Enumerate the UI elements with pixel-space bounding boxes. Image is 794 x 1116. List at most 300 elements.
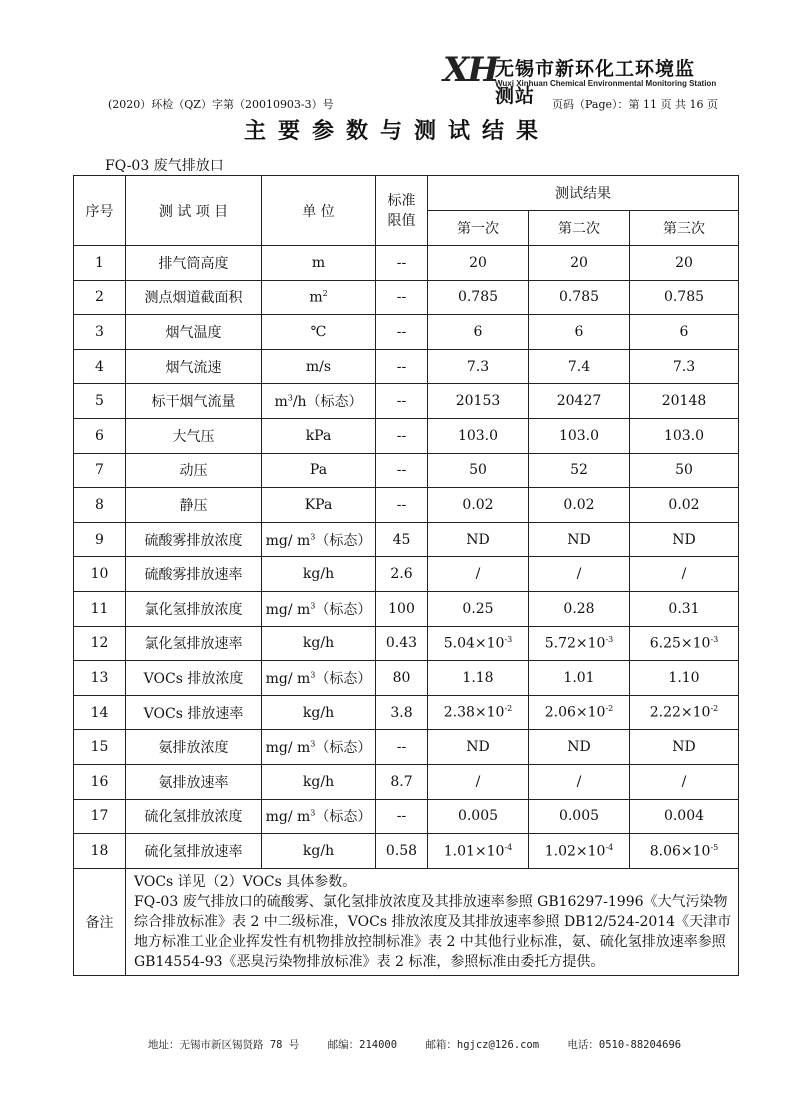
row-unit-text: kPa bbox=[305, 427, 332, 444]
row-item bbox=[126, 834, 262, 869]
row-result-2 bbox=[529, 315, 630, 350]
table-row bbox=[74, 730, 739, 765]
row-result-3-text: 7.3 bbox=[672, 358, 696, 375]
row-result-1 bbox=[428, 315, 529, 350]
row-limit bbox=[376, 730, 428, 765]
row-limit bbox=[376, 453, 428, 488]
notes-cell bbox=[126, 868, 739, 975]
row-result-1-text: 1.18 bbox=[462, 669, 494, 686]
row-limit bbox=[376, 557, 428, 592]
row-result-2-exponent: -4 bbox=[605, 842, 614, 852]
row-seq-text: 10 bbox=[90, 566, 109, 583]
row-result-3 bbox=[630, 488, 739, 523]
table-row bbox=[74, 661, 739, 696]
table-body bbox=[74, 246, 739, 869]
row-unit bbox=[262, 522, 376, 557]
row-result-3-text: 103.0 bbox=[663, 427, 705, 444]
row-limit bbox=[376, 315, 428, 350]
footer-address: 地址：无锡市新区锡贤路 78 号 bbox=[148, 1039, 300, 1051]
row-unit-text: kg/h bbox=[302, 704, 335, 721]
row-result-2-text: ND bbox=[567, 531, 591, 548]
row-item bbox=[126, 591, 262, 626]
row-unit-exponent: 3 bbox=[310, 808, 316, 818]
notes-label: 备注 bbox=[74, 868, 126, 975]
header-run3: 第三次 bbox=[630, 211, 739, 246]
row-unit-text: kg/h bbox=[302, 566, 335, 583]
row-result-3-text: ND bbox=[672, 739, 696, 756]
table-row bbox=[74, 522, 739, 557]
row-item bbox=[126, 349, 262, 384]
row-result-2 bbox=[529, 591, 630, 626]
row-seq-text: 12 bbox=[90, 635, 109, 652]
row-item-text: 标干烟气流量 bbox=[151, 394, 236, 411]
row-result-3-text: / bbox=[681, 566, 687, 583]
row-result-1-text: 103.0 bbox=[457, 427, 499, 444]
table-row bbox=[74, 315, 739, 350]
row-unit-text: kg/h bbox=[302, 773, 335, 790]
row-item bbox=[126, 730, 262, 765]
row-item bbox=[126, 384, 262, 419]
row-seq bbox=[74, 626, 126, 661]
row-result-3 bbox=[630, 557, 739, 592]
row-item bbox=[126, 661, 262, 696]
row-seq bbox=[74, 834, 126, 869]
row-result-2-exponent: -3 bbox=[605, 635, 614, 644]
row-result-3-text: 0.02 bbox=[668, 496, 700, 513]
row-limit bbox=[376, 246, 428, 281]
row-limit bbox=[376, 349, 428, 384]
row-unit bbox=[262, 315, 376, 350]
row-seq bbox=[74, 661, 126, 696]
row-result-3 bbox=[630, 418, 739, 453]
row-limit-text: 3.8 bbox=[390, 704, 413, 721]
row-result-2-exponent: -2 bbox=[605, 704, 614, 714]
table-row bbox=[74, 626, 739, 661]
row-unit-text: KPa bbox=[304, 496, 333, 513]
row-seq bbox=[74, 453, 126, 488]
row-seq bbox=[74, 384, 126, 419]
row-limit-text: 8.7 bbox=[390, 773, 413, 790]
row-result-2-text: 52 bbox=[570, 462, 588, 479]
row-result-3 bbox=[630, 246, 739, 281]
row-limit bbox=[376, 384, 428, 419]
row-result-1 bbox=[428, 522, 529, 557]
row-result-3 bbox=[630, 661, 739, 696]
row-limit-text: -- bbox=[396, 427, 407, 444]
row-unit bbox=[262, 453, 376, 488]
row-unit-text: mg/ m bbox=[265, 740, 311, 757]
row-item bbox=[126, 315, 262, 350]
row-limit-text: -- bbox=[396, 254, 407, 271]
row-limit-text: -- bbox=[396, 496, 407, 513]
row-result-1-text: ND bbox=[466, 531, 490, 548]
note-line: FQ-03 废气排放口的硫酸雾、氯化氢排放浓度及其排放速率参照 GB16297-1996《大气污染物综合排放标准》表 2 中二级标准，VOCs 排放浓度及其排放速率参照 DB12/524-2014《天津市地方标准工业企业挥发性有机物排放控制标准》表 2 中其他行业标准，氨、硫化氢排放速率参照 GB14554-93《恶臭污染物排放标准》表 2 标准，参照标准由委托方提供。 bbox=[134, 893, 732, 970]
header-unit: 单 位 bbox=[262, 176, 376, 246]
row-result-3-exponent: -5 bbox=[710, 842, 719, 852]
row-result-1-text: 50 bbox=[469, 462, 487, 479]
row-item bbox=[126, 799, 262, 834]
row-seq bbox=[74, 315, 126, 350]
row-unit bbox=[262, 799, 376, 834]
row-limit bbox=[376, 799, 428, 834]
row-result-2-text: ND bbox=[567, 739, 591, 756]
row-result-3 bbox=[630, 522, 739, 557]
row-result-3 bbox=[630, 453, 739, 488]
row-result-3-text: 20148 bbox=[661, 393, 707, 410]
row-unit bbox=[262, 349, 376, 384]
row-unit-exponent: 3 bbox=[310, 739, 316, 749]
row-seq-text: 4 bbox=[95, 358, 104, 375]
row-result-3 bbox=[630, 730, 739, 765]
row-item bbox=[126, 453, 262, 488]
row-unit-text: Pa bbox=[309, 462, 328, 479]
row-seq-text: 15 bbox=[90, 739, 109, 756]
row-result-1-exponent: -4 bbox=[504, 842, 513, 852]
row-unit-suffix: （标态） bbox=[315, 601, 372, 618]
row-limit-text: 2.6 bbox=[390, 566, 413, 583]
row-seq-text: 7 bbox=[95, 462, 104, 479]
row-item-text: 硫化氢排放速率 bbox=[144, 843, 243, 860]
row-item-text: 动压 bbox=[179, 463, 208, 480]
row-result-1 bbox=[428, 626, 529, 661]
row-result-2 bbox=[529, 349, 630, 384]
row-limit-text: -- bbox=[396, 808, 407, 825]
row-seq bbox=[74, 557, 126, 592]
row-item bbox=[126, 246, 262, 281]
row-result-2 bbox=[529, 453, 630, 488]
row-item-text: 烟气温度 bbox=[165, 324, 222, 341]
row-item-text: 排气筒高度 bbox=[158, 255, 229, 272]
row-result-1-text: / bbox=[475, 773, 481, 790]
row-limit-text: 80 bbox=[392, 669, 411, 686]
table-row bbox=[74, 453, 739, 488]
row-result-2 bbox=[529, 418, 630, 453]
row-result-2-text: 0.02 bbox=[563, 496, 595, 513]
row-unit-text: kg/h bbox=[302, 635, 335, 652]
row-result-1-text: 1.01×10 bbox=[443, 843, 505, 860]
row-result-1 bbox=[428, 280, 529, 315]
row-unit-suffix: （标态） bbox=[315, 532, 372, 549]
row-item-text: 氨排放浓度 bbox=[158, 740, 229, 757]
row-limit-text: 100 bbox=[388, 600, 415, 617]
row-limit-text: -- bbox=[396, 462, 407, 479]
table-row bbox=[74, 418, 739, 453]
row-result-3 bbox=[630, 626, 739, 661]
row-result-3-text: 6 bbox=[679, 323, 689, 340]
footer bbox=[148, 1037, 703, 1052]
row-result-3-text: 8.06×10 bbox=[649, 843, 711, 860]
table-row bbox=[74, 764, 739, 799]
row-result-2-text: 5.72×10 bbox=[544, 635, 606, 652]
row-unit-suffix: /h（标态） bbox=[292, 394, 363, 411]
row-result-1-text: 2.38×10 bbox=[443, 704, 505, 721]
row-result-2-text: / bbox=[576, 566, 582, 583]
row-seq-text: 14 bbox=[90, 704, 109, 721]
row-result-2 bbox=[529, 730, 630, 765]
row-result-2 bbox=[529, 834, 630, 869]
outlet-label: FQ-03 废气排放口 bbox=[105, 158, 224, 174]
row-seq-text: 9 bbox=[95, 531, 104, 548]
row-result-3-text: 0.785 bbox=[663, 289, 705, 306]
row-item bbox=[126, 557, 262, 592]
row-unit-text: m bbox=[311, 254, 326, 271]
row-result-3-exponent: -3 bbox=[710, 635, 719, 644]
row-result-2 bbox=[529, 488, 630, 523]
row-result-2 bbox=[529, 246, 630, 281]
row-result-3-text: 1.10 bbox=[668, 669, 700, 686]
table-row bbox=[74, 591, 739, 626]
row-result-2 bbox=[529, 764, 630, 799]
row-result-2 bbox=[529, 661, 630, 696]
header-results: 测试结果 bbox=[428, 176, 739, 211]
row-seq-text: 1 bbox=[95, 254, 104, 271]
results-table bbox=[73, 175, 739, 976]
row-item-text: 硫化氢排放浓度 bbox=[144, 809, 243, 826]
table-row bbox=[74, 384, 739, 419]
row-result-1-text: 0.25 bbox=[462, 600, 494, 617]
row-result-1-text: 5.04×10 bbox=[443, 635, 505, 652]
row-result-2-text: / bbox=[576, 773, 582, 790]
row-item-text: 烟气流速 bbox=[165, 359, 222, 376]
row-result-3 bbox=[630, 834, 739, 869]
row-limit-text: 0.58 bbox=[385, 842, 418, 859]
row-result-2-text: 0.785 bbox=[558, 289, 600, 306]
row-seq bbox=[74, 280, 126, 315]
row-result-3 bbox=[630, 799, 739, 834]
row-unit-exponent: 3 bbox=[287, 393, 293, 403]
row-seq bbox=[74, 695, 126, 730]
row-result-1 bbox=[428, 384, 529, 419]
row-unit bbox=[262, 730, 376, 765]
row-result-1-text: 0.005 bbox=[457, 808, 499, 825]
table-row bbox=[74, 280, 739, 315]
page-title: 主要参数与测试结果 bbox=[243, 119, 550, 144]
row-unit bbox=[262, 834, 376, 869]
page-info: 页码（Page）：第 11 页 共 16 页 bbox=[552, 98, 718, 111]
row-result-3 bbox=[630, 315, 739, 350]
row-item bbox=[126, 695, 262, 730]
row-result-2 bbox=[529, 799, 630, 834]
row-seq bbox=[74, 246, 126, 281]
row-result-1-text: 7.3 bbox=[466, 358, 490, 375]
row-unit bbox=[262, 384, 376, 419]
org-name-en: Wuxi Xinhuan Chemical Environmental Monitoring Station bbox=[495, 79, 717, 88]
row-result-3-exponent: -2 bbox=[710, 704, 719, 714]
row-seq bbox=[74, 799, 126, 834]
table-row bbox=[74, 349, 739, 384]
row-limit-text: 0.43 bbox=[385, 635, 418, 652]
row-unit-exponent: 3 bbox=[310, 601, 316, 611]
row-unit bbox=[262, 661, 376, 696]
row-unit-suffix: （标态） bbox=[315, 670, 372, 687]
row-result-1 bbox=[428, 764, 529, 799]
row-result-3-text: 6.25×10 bbox=[649, 635, 711, 652]
row-result-1-text: 0.785 bbox=[457, 289, 499, 306]
row-result-2-text: 0.28 bbox=[563, 600, 595, 617]
row-seq-text: 17 bbox=[90, 808, 109, 825]
footer-phone: 电话：0510-88204696 bbox=[567, 1039, 682, 1051]
row-item bbox=[126, 764, 262, 799]
row-result-2 bbox=[529, 384, 630, 419]
header-run1: 第一次 bbox=[428, 211, 529, 246]
row-unit-text: mg/ m bbox=[265, 670, 311, 687]
row-limit-text: -- bbox=[396, 323, 407, 340]
table-row bbox=[74, 557, 739, 592]
row-result-1-text: 6 bbox=[473, 323, 483, 340]
row-result-2 bbox=[529, 557, 630, 592]
footer-email: 邮箱：hgjcz@126.com bbox=[425, 1039, 540, 1051]
row-result-1 bbox=[428, 661, 529, 696]
row-item-text: VOCs 排放速率 bbox=[143, 705, 244, 722]
row-result-2-text: 103.0 bbox=[558, 427, 600, 444]
row-unit bbox=[262, 280, 376, 315]
row-unit-text: m/s bbox=[305, 358, 332, 375]
row-limit bbox=[376, 522, 428, 557]
row-result-3-text: / bbox=[681, 773, 687, 790]
row-result-1-text: 0.02 bbox=[462, 496, 494, 513]
row-seq bbox=[74, 349, 126, 384]
row-limit-text: -- bbox=[396, 289, 407, 306]
row-unit-text: mg/ m bbox=[265, 809, 311, 826]
row-result-1-text: ND bbox=[466, 739, 490, 756]
header-run2: 第二次 bbox=[529, 211, 630, 246]
footer-postcode: 邮编：214000 bbox=[327, 1039, 398, 1051]
row-result-1 bbox=[428, 488, 529, 523]
row-item-text: 静压 bbox=[179, 497, 208, 514]
row-result-2 bbox=[529, 280, 630, 315]
row-result-1-text: / bbox=[475, 566, 481, 583]
row-limit-text: -- bbox=[396, 358, 407, 375]
row-unit bbox=[262, 488, 376, 523]
row-result-1 bbox=[428, 834, 529, 869]
row-limit bbox=[376, 695, 428, 730]
row-seq-text: 11 bbox=[90, 600, 109, 617]
row-result-2 bbox=[529, 695, 630, 730]
row-unit-text: m bbox=[309, 289, 323, 306]
row-result-3 bbox=[630, 280, 739, 315]
note-line: VOCs 详见（2）VOCs 具体参数。 bbox=[134, 873, 357, 890]
row-seq-text: 16 bbox=[90, 773, 109, 790]
row-result-2 bbox=[529, 522, 630, 557]
row-result-1 bbox=[428, 453, 529, 488]
row-item-text: 硫酸雾排放浓度 bbox=[144, 532, 243, 549]
row-result-1 bbox=[428, 695, 529, 730]
row-seq-text: 2 bbox=[95, 289, 104, 306]
row-item bbox=[126, 280, 262, 315]
row-result-1-text: 20 bbox=[469, 254, 487, 271]
row-unit bbox=[262, 418, 376, 453]
row-unit-text: mg/ m bbox=[265, 532, 311, 549]
row-result-2-text: 2.06×10 bbox=[544, 704, 606, 721]
row-result-1 bbox=[428, 349, 529, 384]
row-result-1 bbox=[428, 730, 529, 765]
row-seq-text: 13 bbox=[90, 669, 109, 686]
table-row bbox=[74, 799, 739, 834]
row-unit-text: mg/ m bbox=[265, 601, 311, 618]
row-item-text: 氯化氢排放浓度 bbox=[144, 601, 243, 618]
org-name-cn: 无锡市新环化工环境监测站 bbox=[495, 58, 696, 107]
table-row bbox=[74, 695, 739, 730]
row-item bbox=[126, 626, 262, 661]
table-row bbox=[74, 834, 739, 869]
row-unit bbox=[262, 246, 376, 281]
row-unit-exponent: 3 bbox=[310, 670, 316, 680]
row-result-3-text: 0.31 bbox=[668, 600, 700, 617]
row-result-2-text: 20427 bbox=[556, 393, 602, 410]
row-item-text: 硫酸雾排放速率 bbox=[144, 567, 243, 584]
row-item-text: VOCs 排放浓度 bbox=[143, 670, 244, 687]
row-limit bbox=[376, 626, 428, 661]
row-limit-text: -- bbox=[396, 739, 407, 756]
row-result-2-text: 0.005 bbox=[558, 808, 600, 825]
row-result-1 bbox=[428, 246, 529, 281]
row-seq-text: 3 bbox=[95, 323, 104, 340]
row-limit bbox=[376, 764, 428, 799]
row-seq-text: 5 bbox=[95, 393, 104, 410]
table-row bbox=[74, 246, 739, 281]
header-limit: 标准限值 bbox=[376, 176, 428, 246]
header-item: 测 试 项 目 bbox=[126, 176, 262, 246]
row-item bbox=[126, 488, 262, 523]
row-result-2-text: 20 bbox=[570, 254, 588, 271]
row-limit bbox=[376, 418, 428, 453]
row-result-3-text: 20 bbox=[675, 254, 693, 271]
row-item-text: 氯化氢排放速率 bbox=[144, 636, 243, 653]
row-seq bbox=[74, 522, 126, 557]
row-result-1 bbox=[428, 799, 529, 834]
row-result-1 bbox=[428, 418, 529, 453]
header-seq: 序号 bbox=[74, 176, 126, 246]
row-limit-text: 45 bbox=[392, 531, 411, 548]
row-item bbox=[126, 522, 262, 557]
row-item-text: 大气压 bbox=[172, 428, 215, 445]
row-unit-text: ℃ bbox=[310, 323, 327, 340]
row-result-1-exponent: -2 bbox=[504, 704, 513, 714]
row-unit bbox=[262, 695, 376, 730]
row-result-3-text: 2.22×10 bbox=[649, 704, 711, 721]
row-result-3-text: 0.004 bbox=[663, 808, 705, 825]
row-limit bbox=[376, 488, 428, 523]
row-item-text: 测点烟道截面积 bbox=[144, 290, 243, 307]
row-item bbox=[126, 418, 262, 453]
row-seq-text: 8 bbox=[95, 496, 104, 513]
row-seq bbox=[74, 418, 126, 453]
row-result-2 bbox=[529, 626, 630, 661]
row-unit-text: kg/h bbox=[302, 842, 335, 859]
row-limit bbox=[376, 591, 428, 626]
row-result-2-text: 6 bbox=[574, 323, 584, 340]
row-unit bbox=[262, 626, 376, 661]
row-result-3 bbox=[630, 349, 739, 384]
row-result-1 bbox=[428, 591, 529, 626]
row-limit bbox=[376, 661, 428, 696]
table-row bbox=[74, 488, 739, 523]
row-seq bbox=[74, 488, 126, 523]
row-result-3-text: ND bbox=[672, 531, 696, 548]
row-limit bbox=[376, 280, 428, 315]
row-result-1-text: 20153 bbox=[455, 393, 501, 410]
row-result-2-text: 1.02×10 bbox=[544, 843, 606, 860]
row-unit bbox=[262, 557, 376, 592]
row-result-3 bbox=[630, 384, 739, 419]
row-limit-text: -- bbox=[396, 393, 407, 410]
row-seq bbox=[74, 591, 126, 626]
row-unit-text: m bbox=[274, 394, 288, 411]
row-unit-suffix: （标态） bbox=[315, 809, 372, 826]
row-seq-text: 6 bbox=[95, 427, 104, 444]
row-result-3 bbox=[630, 695, 739, 730]
row-unit-exponent: 2 bbox=[322, 289, 328, 299]
